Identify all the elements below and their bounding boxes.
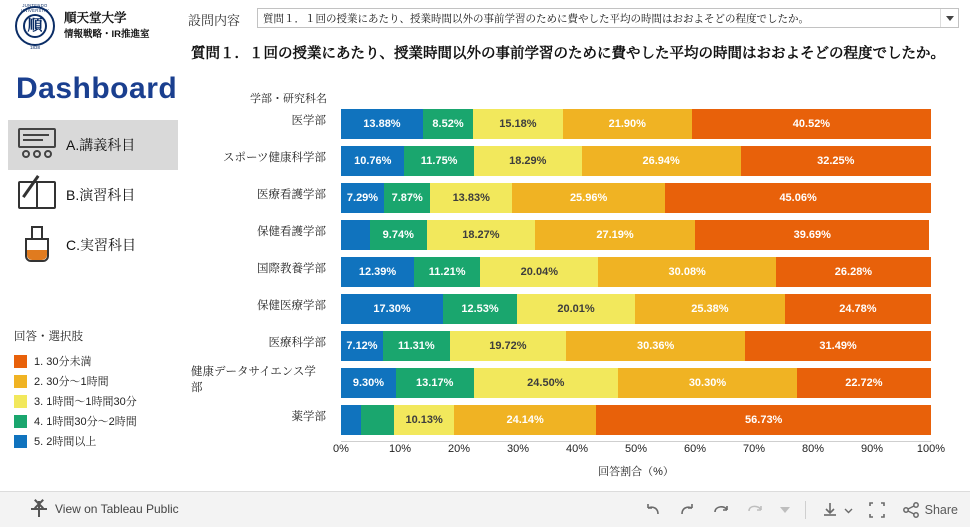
parameter-bar <box>185 0 970 36</box>
bar-segment[interactable] <box>394 405 454 435</box>
bar-segment[interactable] <box>341 183 384 213</box>
sidebar-item-practicum[interactable] <box>8 220 178 270</box>
bar-segment[interactable] <box>450 331 566 361</box>
legend-label: 3. 1時間〜1時間30分 <box>34 396 137 408</box>
bar-segment[interactable] <box>517 294 635 324</box>
refresh-icon <box>745 500 765 520</box>
download-button[interactable] <box>820 500 853 520</box>
category-label: 保健医療学部 <box>257 300 326 312</box>
legend-swatch <box>14 355 27 368</box>
bar-segment-label: 10.76% <box>354 155 392 167</box>
legend-item[interactable] <box>14 431 184 451</box>
bar-segment[interactable] <box>361 405 394 435</box>
bar-segment[interactable] <box>341 146 404 176</box>
notebook-pen-icon <box>8 172 66 218</box>
dashboard-title: Dashboard <box>16 72 178 105</box>
stacked-bar[interactable] <box>341 405 931 435</box>
chevron-down-icon <box>844 506 853 515</box>
sidebar <box>0 0 185 491</box>
legend-item[interactable] <box>14 391 184 411</box>
brand-header <box>6 4 181 52</box>
bar-segment[interactable] <box>396 368 474 398</box>
view-on-tableau-public-button[interactable] <box>30 500 179 518</box>
bar-segment[interactable] <box>383 331 450 361</box>
bar-segment[interactable] <box>480 257 598 287</box>
flask-icon <box>8 222 66 268</box>
chart-row <box>191 142 961 179</box>
bar-segment[interactable] <box>745 331 931 361</box>
category-label: 医学部 <box>291 115 326 127</box>
x-axis-ticks <box>333 443 946 461</box>
x-axis-line <box>341 441 931 442</box>
chart-row <box>191 290 961 327</box>
bar-segment-label: 11.75% <box>420 155 458 167</box>
share-icon <box>901 500 921 520</box>
tableau-logo-icon <box>30 500 48 518</box>
bar-segment[interactable] <box>341 109 423 139</box>
bar-segment[interactable] <box>423 109 473 139</box>
stacked-bar[interactable] <box>341 109 931 139</box>
legend-swatch <box>14 375 27 388</box>
bar-segment-label: 25.96% <box>569 192 608 204</box>
redo-icon <box>677 500 697 520</box>
bar-segment[interactable] <box>582 146 741 176</box>
legend-item[interactable] <box>14 371 184 391</box>
bar-segment-label: 13.88% <box>363 118 401 130</box>
bar-segment[interactable] <box>776 257 931 287</box>
download-icon <box>820 500 840 520</box>
refresh-button[interactable] <box>745 500 765 520</box>
chart-row <box>191 401 961 438</box>
category-label: 医療看護学部 <box>257 189 326 201</box>
university-name: 順天堂大学 <box>64 11 127 25</box>
x-axis-label: 回答割合（%） <box>598 466 674 478</box>
undo-icon <box>643 500 663 520</box>
bar-segment-label: 8.52% <box>432 118 464 130</box>
legend <box>14 328 184 451</box>
category-label: 薬学部 <box>291 411 326 423</box>
x-tick-label: 70% <box>742 443 766 455</box>
x-tick-label: 60% <box>683 443 707 455</box>
bottom-toolbar <box>0 491 970 527</box>
bar-segment[interactable] <box>618 368 797 398</box>
x-tick-label: 30% <box>506 443 530 455</box>
toolbar-divider <box>805 501 806 519</box>
bar-segment[interactable] <box>695 220 929 250</box>
legend-label: 2. 30分〜1時間 <box>34 376 109 388</box>
bar-segment-label: 7.29% <box>346 192 379 204</box>
bar-segment[interactable] <box>341 294 443 324</box>
bar-segment[interactable] <box>443 294 517 324</box>
legend-label: 4. 1時間30分〜2時間 <box>34 416 137 428</box>
bar-segment-label: 20.01% <box>557 303 595 315</box>
bar-segment[interactable] <box>665 183 931 213</box>
stacked-bar-chart <box>191 105 961 445</box>
bar-segment[interactable] <box>563 109 692 139</box>
bar-segment[interactable] <box>341 257 414 287</box>
logo-monogram: 順 <box>27 17 43 34</box>
bar-segment-label: 9.30% <box>352 377 385 389</box>
category-axis-title: 学部・研究科名 <box>250 93 327 105</box>
bar-segment-label: 21.90% <box>608 118 646 130</box>
bar-segment-label: 24.50% <box>527 377 565 389</box>
question-select-value: 質問１．１回の授業にあたり、授業時間以外の事前学習のために費やした平均の時間はおおよそどの程度でしたか。 <box>263 12 809 25</box>
chart-row <box>191 105 961 142</box>
bar-segment-label: 39.69% <box>793 229 831 241</box>
bar-segment-label: 20.04% <box>520 266 558 278</box>
x-tick-label: 20% <box>447 443 471 455</box>
bar-segment-label: 11.21% <box>428 266 466 278</box>
bar-segment[interactable] <box>512 183 665 213</box>
chart-row <box>191 179 961 216</box>
chart-row <box>191 327 961 364</box>
chevron-down-icon[interactable] <box>940 9 958 27</box>
stacked-bar[interactable] <box>341 183 931 213</box>
bar-segment-label: 40.52% <box>792 118 831 130</box>
legend-swatch <box>14 395 27 408</box>
legend-label: 5. 2時間以上 <box>34 436 97 448</box>
bar-segment[interactable] <box>566 331 745 361</box>
stacked-bar[interactable] <box>341 146 931 176</box>
bar-segment[interactable] <box>341 220 370 250</box>
bar-segment[interactable] <box>430 183 512 213</box>
bar-segment[interactable] <box>341 331 383 361</box>
pause-button[interactable] <box>779 504 791 516</box>
category-label: 保健看護学部 <box>257 226 326 238</box>
sidebar-nav <box>8 120 178 270</box>
bar-segment-label: 19.72% <box>489 340 527 352</box>
bar-segment[interactable] <box>797 368 931 398</box>
stacked-bar[interactable] <box>341 220 931 250</box>
legend-item[interactable] <box>14 351 184 371</box>
fullscreen-button[interactable] <box>867 500 887 520</box>
bar-segment-label: 15.18% <box>499 118 537 130</box>
sidebar-item-label: A.講義科目 <box>66 137 136 153</box>
logo-year: 1838 <box>29 45 40 50</box>
share-label: Share <box>924 503 958 517</box>
bar-segment[interactable] <box>341 405 361 435</box>
bar-segment[interactable] <box>535 220 695 250</box>
chart-row <box>191 216 961 253</box>
x-tick-label: 80% <box>801 443 825 455</box>
revert-button[interactable] <box>711 500 731 520</box>
bar-segment-label: 13.17% <box>416 377 454 389</box>
bar-segment[interactable] <box>473 109 563 139</box>
category-label: 健康データサイエンス学部 <box>191 366 316 394</box>
bar-segment[interactable] <box>474 146 582 176</box>
bar-segment[interactable] <box>384 183 430 213</box>
bar-segment-label: 10.13% <box>405 414 443 426</box>
bar-segment[interactable] <box>635 294 785 324</box>
bar-segment-label: 24.78% <box>839 303 877 315</box>
sidebar-item-seminar[interactable] <box>8 170 178 220</box>
bar-segment[interactable] <box>474 368 619 398</box>
bar-segment-label: 45.06% <box>779 192 817 204</box>
x-tick-label: 40% <box>565 443 589 455</box>
bar-segment-label: 7.12% <box>346 340 378 352</box>
logo-arc-text: JUNTENDO UNIVERSITY <box>20 3 50 13</box>
bar-segment-label: 26.28% <box>834 266 873 278</box>
bar-segment[interactable] <box>370 220 427 250</box>
bar-segment-label: 12.53% <box>461 303 499 315</box>
bar-segment[interactable] <box>596 405 931 435</box>
bar-segment-label: 31.49% <box>819 340 857 352</box>
bar-segment-label: 22.72% <box>845 377 883 389</box>
bar-segment-label: 32.25% <box>817 155 855 167</box>
bar-segment[interactable] <box>741 146 931 176</box>
bar-segment-label: 11.31% <box>398 340 435 352</box>
bar-segment[interactable] <box>598 257 775 287</box>
bar-segment-label: 12.39% <box>358 266 397 278</box>
x-tick-label: 10% <box>388 443 412 455</box>
redo-button[interactable] <box>677 500 697 520</box>
bar-segment[interactable] <box>785 294 931 324</box>
stacked-bar[interactable] <box>341 368 931 398</box>
chart-title: 質問１．１回の授業にあたり、授業時間以外の事前学習のために費やした平均の時間はおおよそどの程度でしたか。 <box>191 46 945 62</box>
bar-segment-label: 9.74% <box>382 229 414 241</box>
category-label: 国際教養学部 <box>257 263 326 275</box>
legend-swatch <box>14 415 27 428</box>
x-tick-label: 50% <box>624 443 648 455</box>
bar-segment-label: 18.27% <box>462 229 500 241</box>
legend-item[interactable] <box>14 411 184 431</box>
pause-icon <box>779 504 791 516</box>
bar-segment[interactable] <box>454 405 596 435</box>
legend-swatch <box>14 435 27 448</box>
x-tick-label: 90% <box>860 443 884 455</box>
legend-title: 回答・選択肢 <box>14 331 83 343</box>
bar-segment-label: 27.19% <box>596 229 634 241</box>
category-label: スポーツ健康科学部 <box>222 152 326 164</box>
parameter-label: 設問内容 <box>188 13 241 28</box>
view-on-tableau-label: View on Tableau Public <box>55 502 179 516</box>
sidebar-item-label: B.演習科目 <box>66 187 136 203</box>
legend-label: 1. 30分未満 <box>34 356 92 368</box>
fullscreen-icon <box>867 500 887 520</box>
bar-segment-label: 56.73% <box>745 414 783 426</box>
stacked-bar[interactable] <box>341 294 931 324</box>
bar-segment-label: 26.94% <box>642 155 680 167</box>
sidebar-item-lecture[interactable] <box>8 120 178 170</box>
share-button[interactable] <box>901 500 958 520</box>
stacked-bar[interactable] <box>341 257 931 287</box>
bar-segment[interactable] <box>414 257 480 287</box>
bar-segment-label: 7.87% <box>391 192 423 204</box>
sidebar-item-label: C.実習科目 <box>66 237 136 253</box>
undo-button[interactable] <box>643 500 663 520</box>
bar-segment-label: 30.30% <box>688 377 727 389</box>
x-tick-label: 100% <box>916 443 946 455</box>
bar-segment-label: 30.36% <box>636 340 675 352</box>
chart-row <box>191 364 961 401</box>
toolbar-actions <box>643 492 958 528</box>
question-select[interactable] <box>257 8 959 28</box>
bar-segment-label: 30.08% <box>668 266 706 278</box>
category-label: 医療科学部 <box>268 337 326 349</box>
chart-row <box>191 253 961 290</box>
bar-segment-label: 17.30% <box>373 303 411 315</box>
bar-segment-label: 25.38% <box>691 303 729 315</box>
revert-icon <box>711 500 731 520</box>
bar-segment-label: 24.14% <box>506 414 544 426</box>
bar-segment-label: 18.29% <box>509 155 547 167</box>
lecture-board-icon <box>8 122 66 168</box>
stacked-bar[interactable] <box>341 331 931 361</box>
bar-segment[interactable] <box>427 220 535 250</box>
bar-segment[interactable] <box>341 368 396 398</box>
bar-segment[interactable] <box>692 109 931 139</box>
bar-segment[interactable] <box>404 146 473 176</box>
bar-segment-label: 13.83% <box>452 192 490 204</box>
university-logo-icon <box>8 4 62 52</box>
x-tick-label: 0% <box>333 443 349 455</box>
department-name: 情報戦略・IR推進室 <box>64 29 150 40</box>
